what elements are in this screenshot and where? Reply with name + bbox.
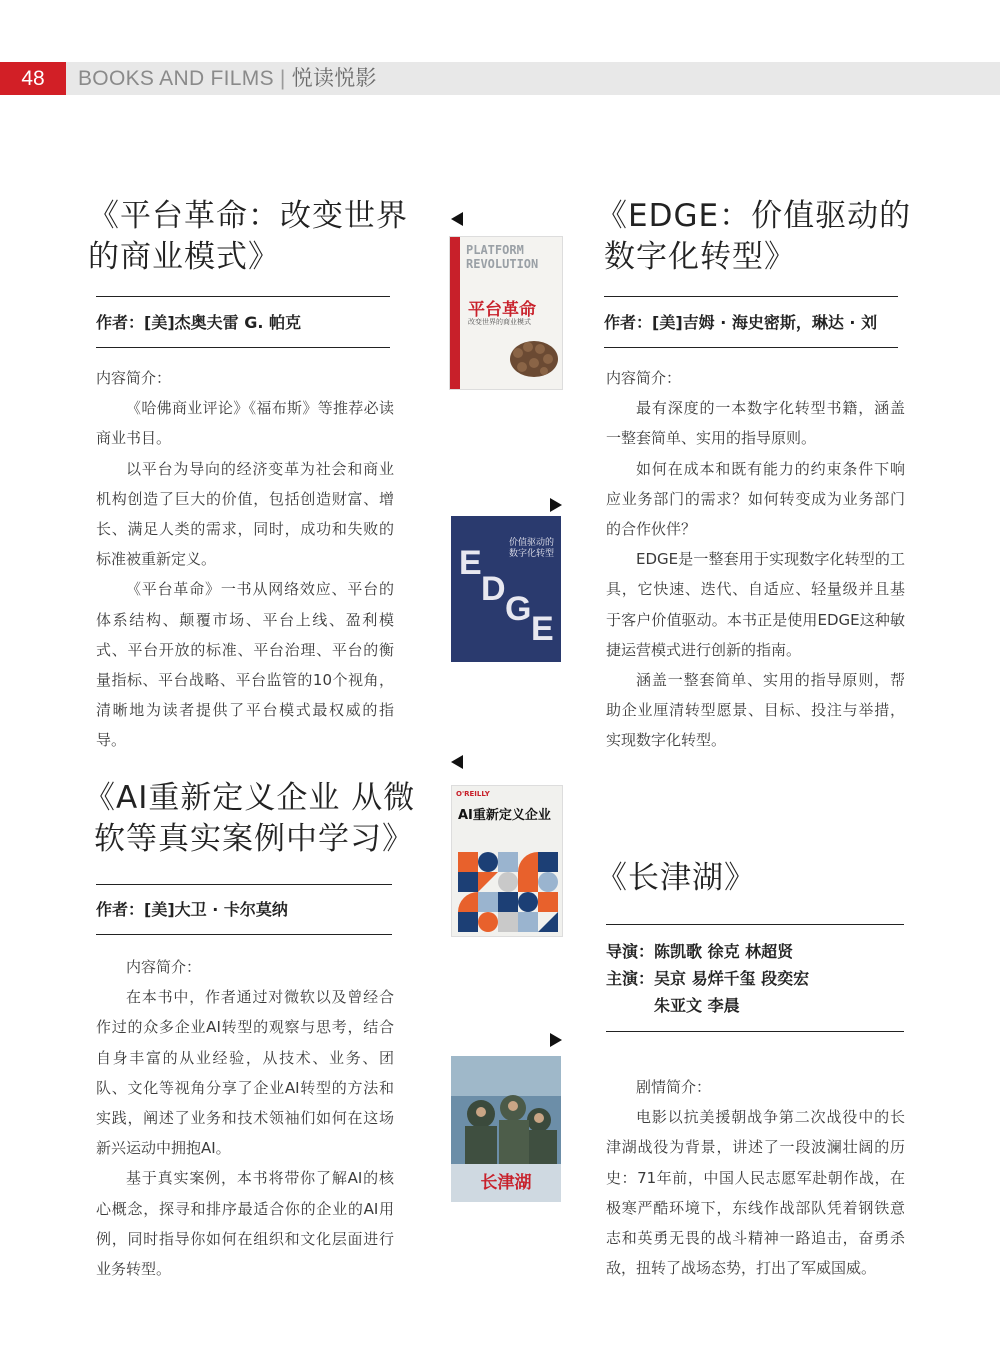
book1-paragraph: 以平台为导向的经济变革为社会和商业机构创造了巨大的价值，包括创造财富、增长、满足人类的需求，同时，成功和失败的标准被重新定义。 bbox=[96, 459, 394, 569]
book2-synopsis bbox=[606, 363, 905, 756]
book2-cover-cn-title: 价值驱动的 数字化转型 bbox=[509, 538, 555, 559]
book3-synopsis bbox=[96, 952, 394, 1284]
section-title-cn: 悦读悦影 bbox=[291, 67, 377, 90]
film-rule-top bbox=[606, 924, 904, 925]
book1-cover-subtitle: 改变世界的商业模式 bbox=[468, 318, 531, 326]
film-directors: 导演：陈凯歌 徐克 林超贤 bbox=[606, 942, 794, 961]
film-intro-label: 剧情简介： bbox=[636, 1078, 712, 1096]
book3-paragraph: 基于真实案例，本书将带你了解AI的核心概念，探寻和排序最适合你的企业的AI用例，同时指导你如何在组织和文化层面进行业务转型。 bbox=[96, 1169, 394, 1279]
book3-rule-top bbox=[96, 884, 392, 885]
book1-author: 作者：[美]杰奥夫雷 G. 帕克 bbox=[96, 313, 301, 332]
header-band bbox=[0, 62, 1000, 95]
arrow-right-icon bbox=[550, 1033, 562, 1047]
section-title-en: BOOKS AND FILMS bbox=[78, 67, 274, 90]
book2-cover bbox=[451, 516, 561, 662]
book1-synopsis bbox=[96, 363, 394, 756]
book1-paragraph: 《哈佛商业评论》《福布斯》等推荐必读商业书目。 bbox=[96, 399, 394, 448]
book3-paragraph: 在本书中，作者通过对微软以及曾经合作过的众多企业AI转型的观察与思考，结合自身丰富的从业经验，从技术、业务、团队、文化等视角分享了企业AI转型的方法和实践，阐述了业务和技术领袖们如何在这场新兴运动中拥抱AI。 bbox=[96, 988, 394, 1158]
book1-cover-en-title: PLATFORM REVOLUTION bbox=[466, 243, 539, 271]
arrow-left-icon bbox=[451, 755, 463, 769]
book2-paragraph: 如何在成本和既有能力的约束条件下响应业务部门的需求？如何转变成为业务部门的合作伙伴？ bbox=[606, 459, 905, 539]
film-synopsis bbox=[606, 1072, 905, 1283]
book2-intro-label: 内容简介： bbox=[606, 369, 682, 387]
book2-cover-letter: G bbox=[505, 590, 532, 628]
book3-cover-pattern bbox=[458, 852, 558, 932]
book3-rule-bottom bbox=[96, 934, 392, 935]
film-title: 《长津湖》 bbox=[596, 860, 756, 896]
book3-cover bbox=[451, 785, 563, 937]
section-title bbox=[78, 62, 377, 95]
book1-cover bbox=[449, 236, 563, 390]
film-rule-bottom bbox=[606, 1031, 904, 1032]
book1-paragraph: 《平台革命》一书从网络效应、平台的体系结构、颠覆市场、平台上线、盈利模式、平台开放的标准、平台治理、平台的衡量指标、平台战略、平台监管的10个视角，清晰地为读者提供了平台模式最权威的指导。 bbox=[96, 580, 394, 750]
book1-cover-illustration bbox=[504, 329, 560, 383]
film-paragraph: 电影以抗美援朝战争第二次战役中的长津湖战役为背景，讲述了一段波澜壮阔的历史：71年前，中国人民志愿军赴朝作战，在极寒严酷环境下，东线作战部队凭着钢铁意志和英勇无畏的战斗精神一路追击，奋勇杀敌，扭转了战场态势，打出了军威国威。 bbox=[606, 1108, 905, 1278]
page-number: 48 bbox=[0, 62, 66, 95]
book2-cover-letter: D bbox=[481, 570, 506, 608]
book1-rule-top bbox=[96, 296, 390, 297]
arrow-right-icon bbox=[550, 498, 562, 512]
film-poster bbox=[451, 1056, 561, 1202]
book3-title: 《AI重新定义企业 从微 软等真实案例中学习》 bbox=[84, 780, 416, 857]
section-separator: | bbox=[279, 67, 286, 90]
book2-paragraph: 最有深度的一本数字化转型书籍，涵盖一整套简单、实用的指导原则。 bbox=[606, 399, 905, 448]
film-cast-continued: 朱亚文 李晨 bbox=[654, 996, 740, 1015]
book2-paragraph: EDGE是一整套用于实现数字化转型的工具，它快速、迭代、自适应、轻量级并且基于客户价值驱动。本书正是使用EDGE这种敏捷运营模式进行创新的指南。 bbox=[606, 550, 905, 659]
book2-paragraph: 涵盖一整套简单、实用的指导原则，帮助企业厘清转型愿景、目标、投注与举措，实现数字化转型。 bbox=[606, 671, 905, 750]
book2-rule-top bbox=[604, 296, 898, 297]
book1-title: 《平台革命：改变世界 的商业模式》 bbox=[88, 198, 408, 275]
book3-cover-publisher: O'REILLY bbox=[456, 790, 490, 798]
book2-rule-bottom bbox=[604, 347, 898, 348]
book3-cover-cn-title: AI重新定义企业 bbox=[458, 808, 551, 823]
film-credits bbox=[606, 938, 809, 1019]
book1-intro-label: 内容简介： bbox=[96, 369, 172, 387]
book1-rule-bottom bbox=[96, 347, 390, 348]
book2-cover-letter: E bbox=[531, 610, 554, 648]
book1-cover-cn-title: 平台革命 bbox=[468, 300, 536, 320]
arrow-left-icon bbox=[451, 212, 463, 226]
film-cast: 主演：吴京 易烊千玺 段奕宏 bbox=[606, 969, 810, 988]
cover-spine-stripe bbox=[450, 237, 460, 389]
film-poster-title: 长津湖 bbox=[480, 1173, 532, 1193]
book2-title: 《EDGE：价值驱动的 数字化转型》 bbox=[596, 198, 912, 275]
book2-cover-letter: E bbox=[459, 544, 482, 582]
book3-author: 作者：[美]大卫 · 卡尔莫纳 bbox=[96, 900, 288, 919]
book2-author: 作者：[美]吉姆 · 海史密斯，琳达 · 刘 bbox=[604, 313, 878, 332]
book3-intro-label: 内容简介： bbox=[126, 958, 202, 976]
